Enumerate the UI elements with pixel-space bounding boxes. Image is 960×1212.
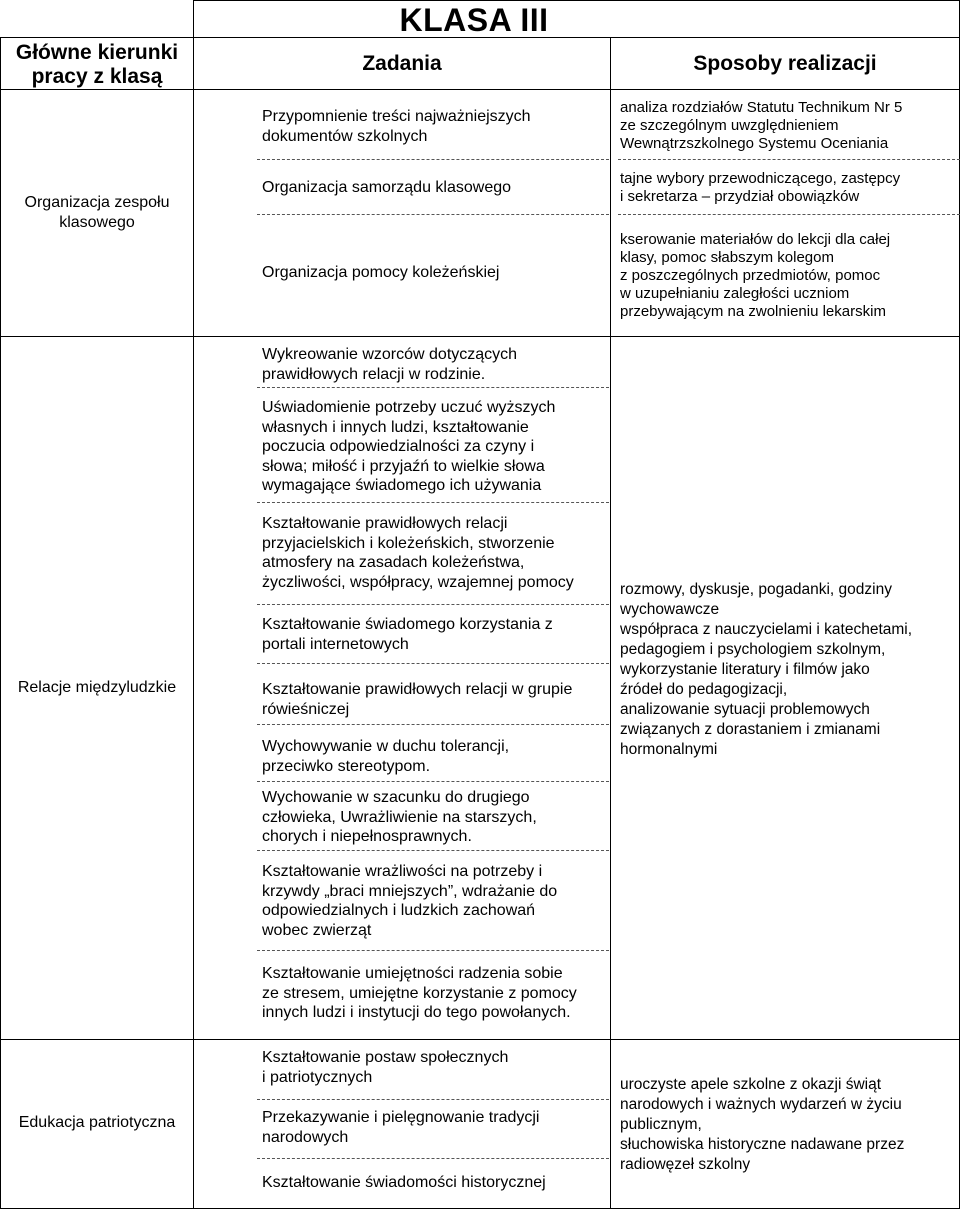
task-item: Kształtowanie świadomego korzystania z portali internetowych — [262, 616, 553, 653]
column-divider-2 — [610, 37, 611, 1209]
task-separator — [257, 159, 609, 160]
column-divider-1 — [193, 37, 194, 1209]
method-item: kserowanie materiałów do lekcji dla całej klasy, pomoc słabszym kolegom z poszczególnych przedmiotów, pomoc w uzupełnianiu zaległości uczniom przebywającym na zwolnieniu lekarskim — [620, 231, 891, 320]
task-item: Kształtowanie prawidłowych relacji przyjacielskich i koleżeńskich, stworzenie atmosfery na zasadach koleżeństwa, życzliwości, współpracy, wzajemnej pomocy — [262, 515, 574, 591]
method-item: uroczyste apele szkolne z okazji świąt narodowych i ważnych wydarzeń w życiu publicznym, słuchowiska historyczne nadawane przez radiowęzeł szkolny — [620, 1076, 905, 1173]
task-separator — [257, 1099, 609, 1100]
task-separator — [257, 604, 609, 605]
task-item: Organizacja samorządu klasowego — [262, 179, 512, 196]
direction-organizacja: Organizacja zespołu klasowego — [24, 194, 170, 231]
task-separator — [257, 724, 609, 725]
task-separator — [257, 850, 609, 851]
task-separator — [257, 950, 609, 951]
task-item: Organizacja pomocy koleżeńskiej — [262, 264, 500, 281]
method-item: tajne wybory przewodniczącego, zastępcy i sekretarza – przydział obowiązków — [620, 170, 901, 205]
method-item: rozmowy, dyskusje, pogadanki, godziny wychowawcze współpraca z nauczycielami i katechetami, pedagogiem i psychologiem szkolnym, wykorzystanie literatury i filmów jako źródeł do pedagogizacji, analizowanie sytuacji problemowych związanych z dorastaniem i zmianami hormonalnymi — [620, 581, 913, 758]
task-item: Przekazywanie i pielęgnowanie tradycji narodowych — [262, 1109, 540, 1146]
task-separator — [257, 387, 609, 388]
row-divider-2 — [0, 1039, 960, 1040]
title-divider — [193, 0, 960, 1]
header-methods: Sposoby realizacji — [693, 52, 877, 75]
task-item: Uświadomienie potrzeby uczuć wyższych własnych i innych ludzi, kształtowanie poczucia odpowiedzialności za czyny i słowa; miłość i przyjaźń to wielkie słowa wymagające świadomego ich używania — [262, 399, 556, 494]
table-border-bottom — [0, 1208, 960, 1209]
task-separator — [257, 663, 609, 664]
page-title: KLASA III — [399, 2, 549, 38]
task-separator — [257, 502, 609, 503]
task-item: Wychowanie w szacunku do drugiego człowieka, Uwrażliwienie na starszych, chorych i niepełnosprawnych. — [262, 789, 537, 845]
direction-relacje: Relacje międzyludzkie — [17, 679, 177, 696]
method-separator — [618, 214, 960, 215]
task-item: Przypomnienie treści najważniejszych dokumentów szkolnych — [262, 108, 531, 145]
task-item: Wychowywanie w duchu tolerancji, przeciwko stereotypom. — [262, 738, 510, 775]
task-item: Kształtowanie wrażliwości na potrzeby i krzywdy „braci mniejszych”, wdrażanie do odpowiedzialnych i ludzkich zachowań wobec zwierząt — [262, 863, 558, 939]
task-item: Kształtowanie prawidłowych relacji w grupie rówieśniczej — [262, 681, 573, 718]
header-directions: Główne kierunki pracy z klasą — [15, 41, 179, 88]
header-row-bottom — [0, 89, 960, 90]
task-separator — [257, 781, 609, 782]
task-item: Kształtowanie postaw społecznych i patriotycznych — [262, 1049, 509, 1086]
task-separator — [257, 214, 609, 215]
method-item: analiza rozdziałów Statutu Technikum Nr 5 ze szczególnym uwzględnieniem Wewnątrzszkolnego Systemu Oceniania — [620, 99, 903, 152]
task-item: Wykreowanie wzorców dotyczących prawidłowych relacji w rodzinie. — [262, 346, 518, 383]
task-separator — [257, 1158, 609, 1159]
row-divider-1 — [0, 336, 960, 337]
task-item: Kształtowanie umiejętności radzenia sobie ze stresem, umiejętne korzystanie z pomocy innych ludzi i instytucji do tego powołanych. — [262, 965, 577, 1021]
direction-edukacja: Edukacja patriotyczna — [18, 1114, 176, 1131]
header-tasks: Zadania — [362, 52, 442, 75]
method-separator — [618, 159, 960, 160]
task-item: Kształtowanie świadomości historycznej — [262, 1174, 546, 1191]
